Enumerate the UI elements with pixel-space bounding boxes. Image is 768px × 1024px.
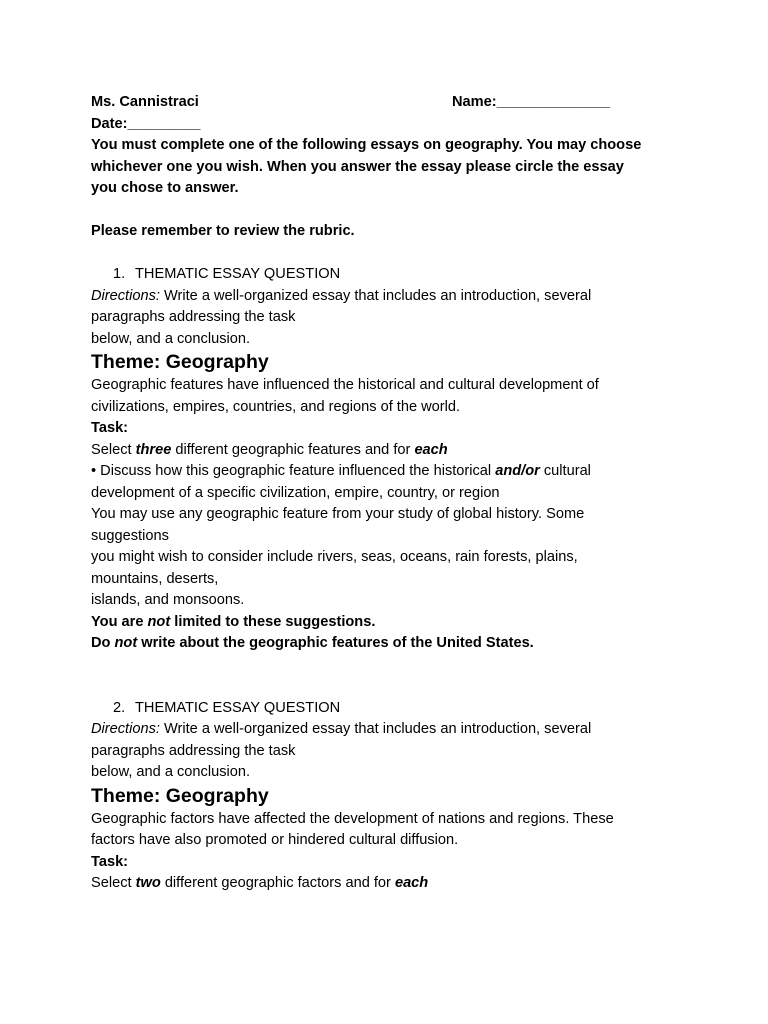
- q2-number: 2.: [113, 699, 126, 716]
- q1-heading: [91, 264, 691, 286]
- q1-body-line-2: civilizations, empires, countries, and regions of the world.: [91, 398, 461, 415]
- q2-body-line-1: Geographic factors have affected the development of nations and regions. These: [91, 810, 614, 827]
- q2-directions-line-2: paragraphs addressing the task: [91, 742, 296, 759]
- q2-heading: [91, 698, 691, 720]
- rubric-reminder: Please remember to review the rubric.: [91, 223, 355, 239]
- q1-directions-label: Directions:: [91, 287, 160, 304]
- q1-use-line-1: You may use any geographic feature from your study of global history. Some: [91, 506, 585, 522]
- q2-body-line-2: factors have also promoted or hindered cultural diffusion.: [91, 832, 459, 848]
- q1-theme-title: Theme: Geography: [91, 351, 269, 373]
- q1-use-line-4: mountains, deserts,: [91, 570, 219, 587]
- q1-use-line-3: you might wish to consider include rivers, seas, oceans, rain forests, plains,: [91, 549, 578, 565]
- header-row: [91, 92, 691, 114]
- q1-donot-line: Do not write about the geographic features of the United States.: [91, 635, 534, 651]
- q1-task-label: Task:: [91, 420, 129, 436]
- q1-bullet-line-2: development of a specific civilization, empire, country, or region: [91, 484, 500, 501]
- q1-select-line: Select three different geographic features and for each: [91, 441, 448, 458]
- q1-number: 1.: [113, 266, 126, 282]
- date-label: Date:: [91, 115, 128, 132]
- q2-directions-line-3: below, and a conclusion.: [91, 764, 251, 780]
- q1-directions-line-2: paragraphs addressing the task: [91, 309, 296, 325]
- q1-use-line-2: suggestions: [91, 527, 169, 544]
- q2-theme-title: Theme: Geography: [91, 784, 269, 807]
- q1-limit-line: You are not limited to these suggestions.: [91, 613, 376, 630]
- q1-use-line-5: islands, and monsoons.: [91, 592, 245, 608]
- name-label: Name:: [452, 94, 497, 110]
- q1-bullet-line-1: • Discuss how this geographic feature influenced the historical and/or cultural: [91, 463, 591, 479]
- teacher-name: Ms. Cannistraci: [91, 94, 199, 110]
- q2-select-line: Select two different geographic factors and for each: [91, 875, 429, 891]
- q1-directions-line-1: Directions: Write a well-organized essay that includes an introduction, several: [91, 287, 592, 304]
- q1-body-line-1: Geographic features have influenced the historical and cultural development of: [91, 377, 599, 393]
- intro-line-2: whichever one you wish. When you answer the essay please circle the essay: [91, 158, 624, 175]
- date-field: [91, 114, 691, 136]
- q2-task-label: Task:: [91, 853, 129, 870]
- intro-line-3: you chose to answer.: [91, 180, 239, 196]
- intro-line-1: You must complete one of the following essays on geography. You may choose: [91, 137, 642, 153]
- q2-heading-text: THEMATIC ESSAY QUESTION: [135, 699, 341, 716]
- name-blank: ______________: [496, 94, 611, 110]
- q1-directions-line-3: below, and a conclusion.: [91, 330, 251, 347]
- q1-heading-text: THEMATIC ESSAY QUESTION: [135, 266, 341, 282]
- q2-directions-line-1: Directions: Write a well-organized essay that includes an introduction, several: [91, 721, 592, 737]
- document-page: [91, 92, 691, 895]
- student-name-field: [452, 92, 610, 114]
- q2-directions-label: Directions:: [91, 721, 160, 737]
- date-blank: _________: [127, 115, 201, 132]
